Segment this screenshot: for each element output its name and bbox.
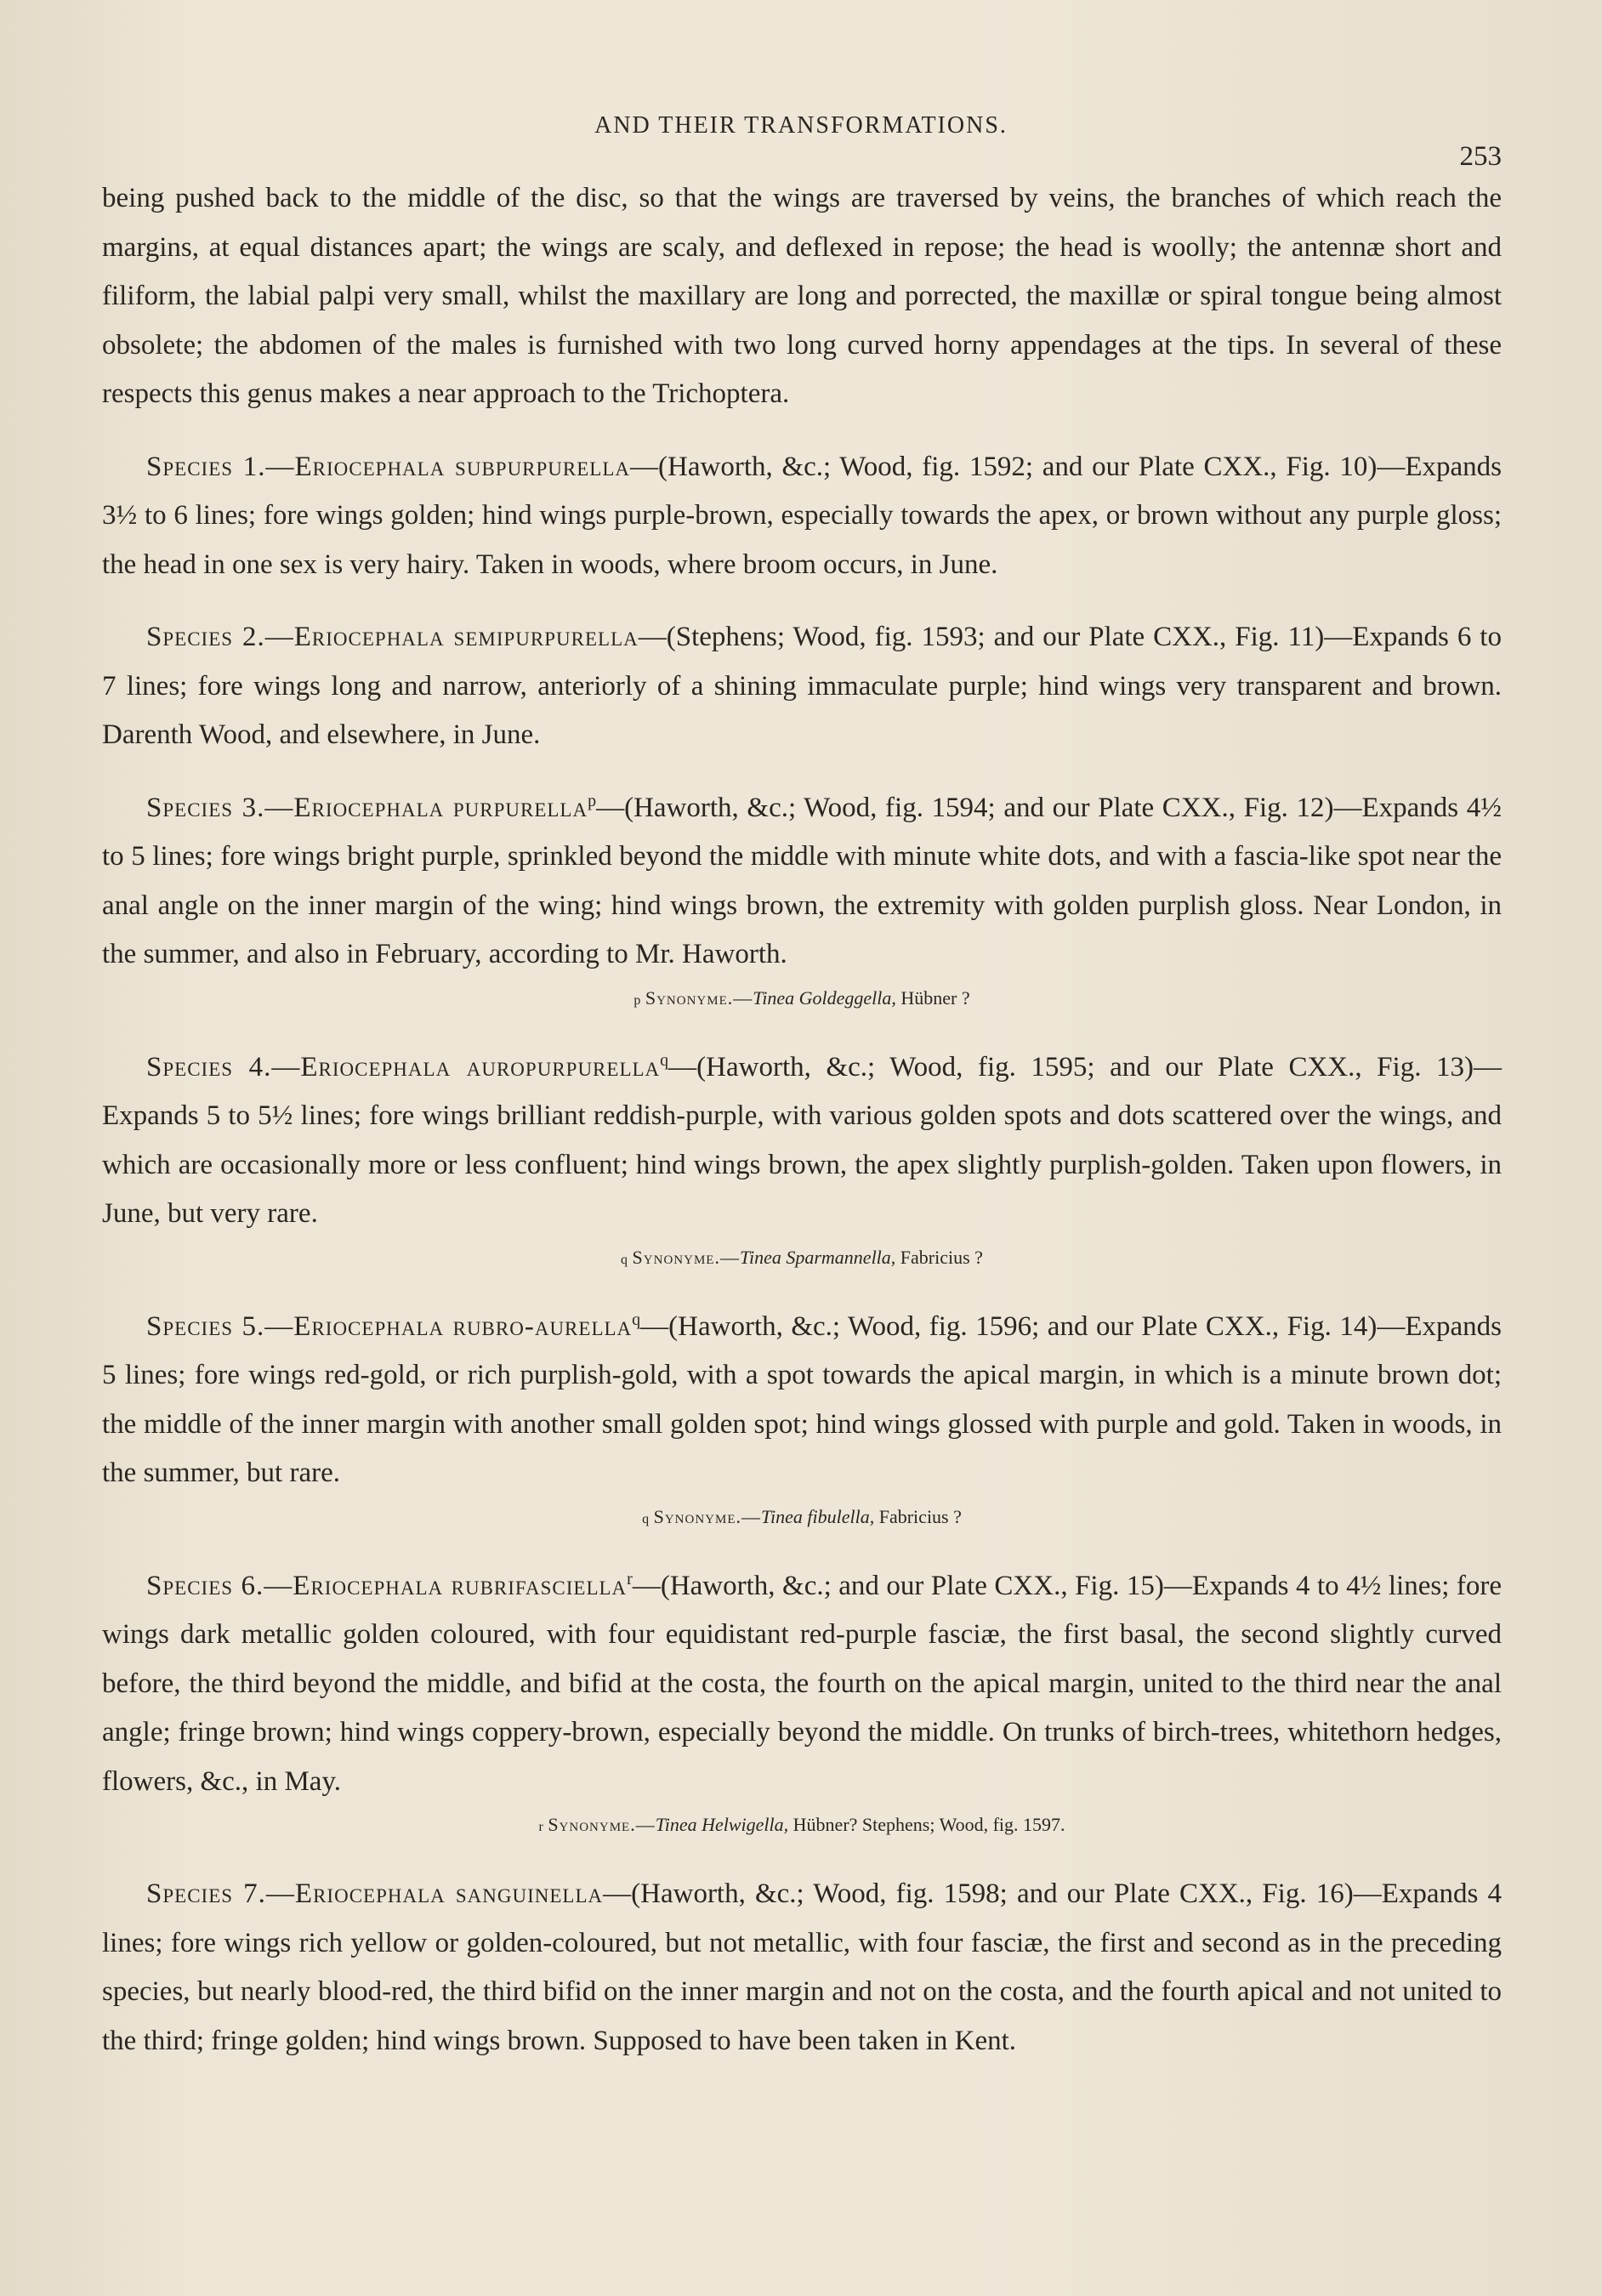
species-paragraph (102, 1870, 1502, 2066)
species-label: Species 2.— (146, 622, 294, 652)
species-entry-2 (102, 613, 1502, 760)
footnote-label: Synonyme.— (548, 1814, 656, 1835)
footnote-synonym: Tinea Helwigella, (655, 1814, 789, 1835)
species-label: Species 4.— (146, 1051, 301, 1083)
species-paragraph (102, 1303, 1502, 1498)
species-entry-3 (102, 784, 1502, 1020)
species-entry-5 (102, 1303, 1502, 1538)
species-description: —(Haworth, &c.; Wood, fig. 1594; and our Plate CXX., Fig. 12)—Expands 4½ to 5 lines; fore wings bright purple, sprinkled beyond the middle with minute white dots, and with a fascia-like spot near the anal angle on the inner margin of the wing; hind wings brown, the extremity with golden purplish gloss. Near London, in the summer, and also in February, according to Mr. Haworth. (102, 792, 1502, 969)
species-paragraph (102, 784, 1502, 980)
footnote (102, 980, 1502, 1020)
species-paragraph (102, 1043, 1502, 1239)
footnote-synonym: Tinea Sparmannella, (739, 1246, 896, 1268)
species-name: Eriocephala sanguinella (294, 1878, 604, 1909)
species-paragraph (102, 443, 1502, 590)
footnote-synonym: Tinea fibulella, (761, 1505, 875, 1527)
footnote-authority: Hübner ? (900, 986, 970, 1009)
species-description: —(Haworth, &c.; Wood, fig. 1596; and our Plate CXX., Fig. 14)—Expands 5 lines; fore wings red-gold, or rich purplish-gold, with a spot towards the apical margin, in which is a minute brown dot; the middle of the inner margin with another small golden spot; hind wings glossed with purple and gold. Taken in woods, in the summer, but rare. (102, 1310, 1502, 1488)
footnote-mark: q (621, 1252, 628, 1267)
footnote-reference: p (588, 791, 597, 810)
species-paragraph (102, 1562, 1502, 1807)
species-name: Eriocephala subpurpurella (294, 451, 631, 482)
intro-paragraph: being pushed back to the middle of the disc, so that the wings are traversed by veins, the branches of which reach the margins, at equal distances apart; the wings are scaly, and deflexed in repose; the head is woolly; the antennæ short and filiform, the labial palpi very small, whilst the maxillary are long and porrected, the maxillæ or spiral tongue being almost obsolete; the abdomen of the males is furnished with two long curved horny appendages at the tips. In several of these respects this genus makes a near approach to the Trichoptera. (102, 183, 1502, 409)
species-label: Species 3.— (146, 792, 294, 823)
species-description: —(Stephens; Wood, fig. 1593; and our Plate CXX., Fig. 11)—Expands 6 to 7 lines; fore wings long and narrow, anteriorly of a shining immaculate purple; hind wings very transparent and brown. Darenth Wood, and elsewhere, in June. (102, 622, 1502, 750)
species-entry-1 (102, 443, 1502, 590)
species-label: Species 1.— (146, 451, 295, 482)
page-number: 253 (1459, 141, 1502, 172)
species-name: Eriocephala auropurpurella (300, 1051, 661, 1083)
footnote-authority: Fabricius ? (878, 1505, 962, 1527)
species-description: —(Haworth, &c.; Wood, fig. 1598; and our Plate CXX., Fig. 16)—Expands 4 lines; fore wings rich yellow or golden-coloured, but not metallic, with four fasciæ, the first and second as in the preceding species, but nearly blood-red, the third bifid on the inner margin and not on the costa, and the fourth apical and not united to the third; fringe golden; hind wings brown. Supposed to have been taken in Kent. (102, 1878, 1502, 2056)
species-name: Eriocephala rubro-aurella (293, 1310, 633, 1342)
footnote-authority: Fabricius ? (900, 1246, 983, 1268)
species-entry-7 (102, 1870, 1502, 2066)
page-body (102, 174, 1502, 2066)
footnote-synonym: Tinea Goldeggella, (753, 986, 896, 1009)
species-entry-6 (102, 1562, 1502, 1847)
species-name: Eriocephala rubrifasciella (293, 1570, 628, 1601)
species-description: —(Haworth, &c.; and our Plate CXX., Fig. 15)—Expands 4 to 4½ lines; fore wings dark metallic golden coloured, with four equidistant red-purple fasciæ, the first basal, the second slightly curved before, the third beyond the middle, and bifid at the costa, the fourth on the apical margin, united to the third near the anal angle; fringe brown; hind wings coppery-brown, especially beyond the middle. On trunks of birch-trees, whitethorn hedges, flowers, &c., in May. (102, 1570, 1502, 1797)
footnote-reference: r (627, 1569, 633, 1588)
species-description: —(Haworth, &c.; Wood, fig. 1592; and our Plate CXX., Fig. 10)—Expands 3½ to 6 lines; fore wings golden; hind wings purple-brown, especially towards the apex, or brown without any purple gloss; the head in one sex is very hairy. Taken in woods, where broom occurs, in June. (102, 451, 1502, 580)
species-paragraph (102, 613, 1502, 760)
footnote-label: Synonyme.— (645, 986, 753, 1009)
footnote-reference: q (660, 1050, 669, 1070)
species-label: Species 6.— (146, 1570, 293, 1601)
footnote-label: Synonyme.— (653, 1505, 761, 1527)
species-name: Eriocephala purpurella (293, 792, 588, 823)
species-label: Species 5.— (146, 1310, 294, 1342)
footnote-reference: q (632, 1310, 641, 1329)
footnote-mark: r (538, 1820, 543, 1834)
footnote-mark: p (633, 992, 641, 1008)
footnote-label: Synonyme.— (632, 1246, 740, 1268)
species-entry-4 (102, 1043, 1502, 1279)
footnote (102, 1806, 1502, 1846)
species-label: Species 7.— (146, 1878, 295, 1909)
running-title: AND THEIR TRANSFORMATIONS. (594, 112, 1008, 139)
footnote (102, 1498, 1502, 1538)
footnote-mark: q (642, 1511, 650, 1526)
footnote (102, 1239, 1502, 1279)
species-name: Eriocephala semipurpurella (293, 622, 639, 652)
footnote-authority: Hübner? Stephens; Wood, fig. 1597. (792, 1814, 1065, 1835)
species-description: —(Haworth, &c.; Wood, fig. 1595; and our Plate CXX., Fig. 13)—Expands 5 to 5½ lines; fore wings brilliant reddish-purple, with various golden spots and dots scattered over the wings, and which are occasionally more or less confluent; hind wings brown, the apex slightly purplish-golden. Taken upon flowers, in June, but very rare. (102, 1051, 1503, 1229)
